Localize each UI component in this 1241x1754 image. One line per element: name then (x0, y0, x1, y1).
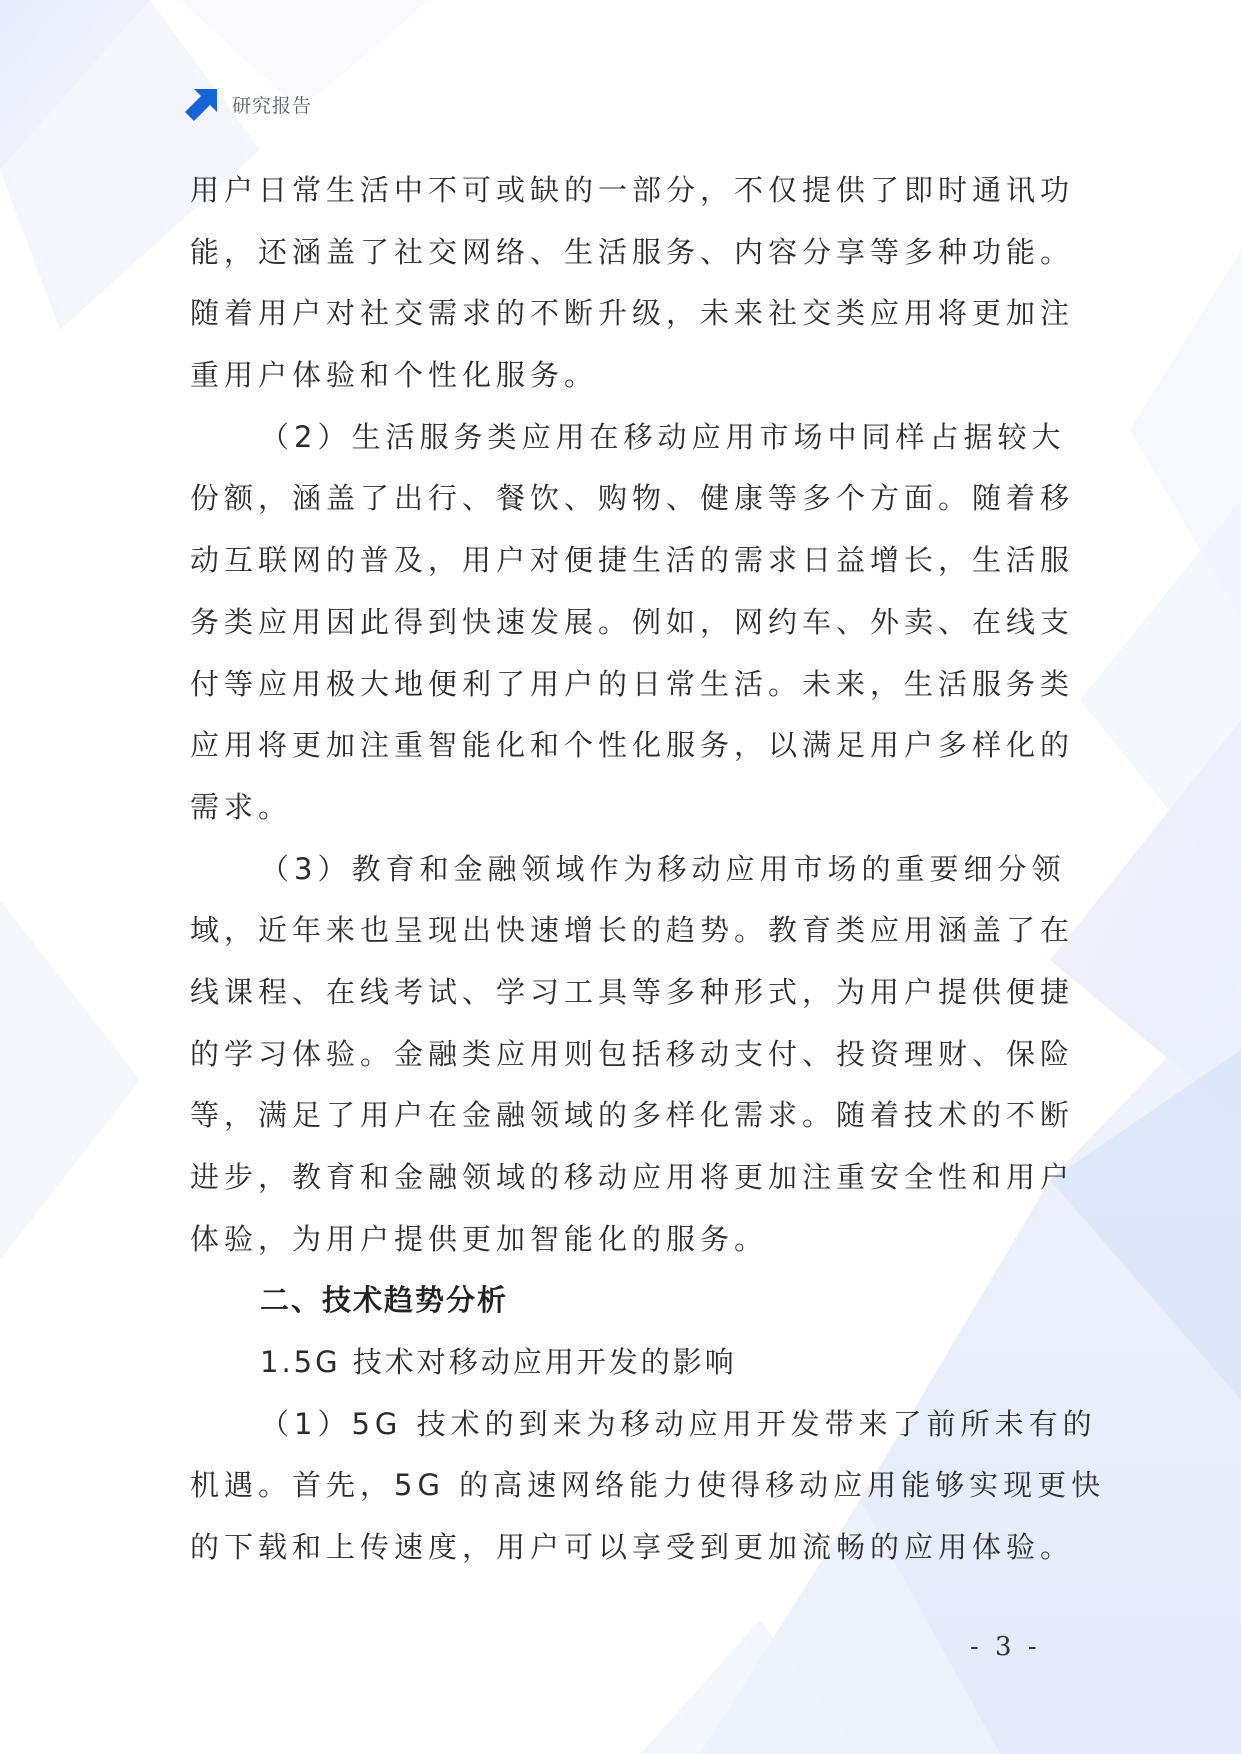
text-line: 需求。 (190, 789, 293, 824)
text-line: 机遇。首先，5G 的高速网络能力使得移动应用能够实现更快 (190, 1468, 1106, 1503)
text-line: 用户日常生活中不可或缺的一部分，不仅提供了即时通讯功 (190, 173, 1075, 207)
text-line: 付等应用极大地便利了用户的日常生活。未来，生活服务类 (190, 666, 1075, 701)
text-line: 域，近年来也呈现出快速增长的趋势。教育类应用涵盖了在 (190, 913, 1075, 948)
text-line: 随着用户对社交需求的不断升级，未来社交类应用将更加注 (190, 296, 1075, 331)
text-line: 务类应用因此得到快速发展。例如，网约车、外卖、在线支 (190, 604, 1075, 639)
text-line: 能，还涵盖了社交网络、生活服务、内容分享等多种功能。 (190, 234, 1075, 269)
text-line: 重用户体验和个性化服务。 (190, 358, 599, 393)
header-title: 研究报告 (232, 94, 313, 117)
text-line: 动互联网的普及，用户对便捷生活的需求日益增长，生活服 (190, 543, 1075, 578)
text-line: 的学习体验。金融类应用则包括移动支付、投资理财、保险 (190, 1036, 1075, 1071)
text-line: 的下载和上传速度，用户可以享受到更加流畅的应用体验。 (190, 1530, 1075, 1565)
section-heading: 二、技术趋势分析 (260, 1283, 509, 1318)
diagonal-arrow-logo-icon (185, 87, 219, 121)
body-text (190, 160, 1106, 1579)
text-line: 体验，为用户提供更加智能化的服务。 (190, 1221, 769, 1256)
page-number: - 3 - (970, 1632, 1041, 1662)
paragraph-5g-start: （1）5G 技术的到来为移动应用开发带来了前所未有的 (260, 1406, 1097, 1441)
text-line: 份额，涵盖了出行、餐饮、购物、健康等多个方面。随着移 (190, 481, 1075, 516)
report-header (185, 86, 312, 122)
text-line: 应用将更加注重智能化和个性化服务，以满足用户多样化的 (190, 728, 1075, 763)
text-line: 线课程、在线考试、学习工具等多种形式，为用户提供便捷 (190, 974, 1075, 1009)
paragraph-2-start: （2）生活服务类应用在移动应用市场中同样占据较大 (260, 419, 1066, 454)
text-line: 等，满足了用户在金融领域的多样化需求。随着技术的不断 (190, 1098, 1075, 1133)
text-line: 进步，教育和金融领域的移动应用将更加注重安全性和用户 (190, 1160, 1075, 1194)
paragraph-3-start: （3）教育和金融领域作为移动应用市场的重要细分领 (260, 851, 1066, 886)
subsection-heading: 1.5G 技术对移动应用开发的影响 (260, 1345, 737, 1380)
